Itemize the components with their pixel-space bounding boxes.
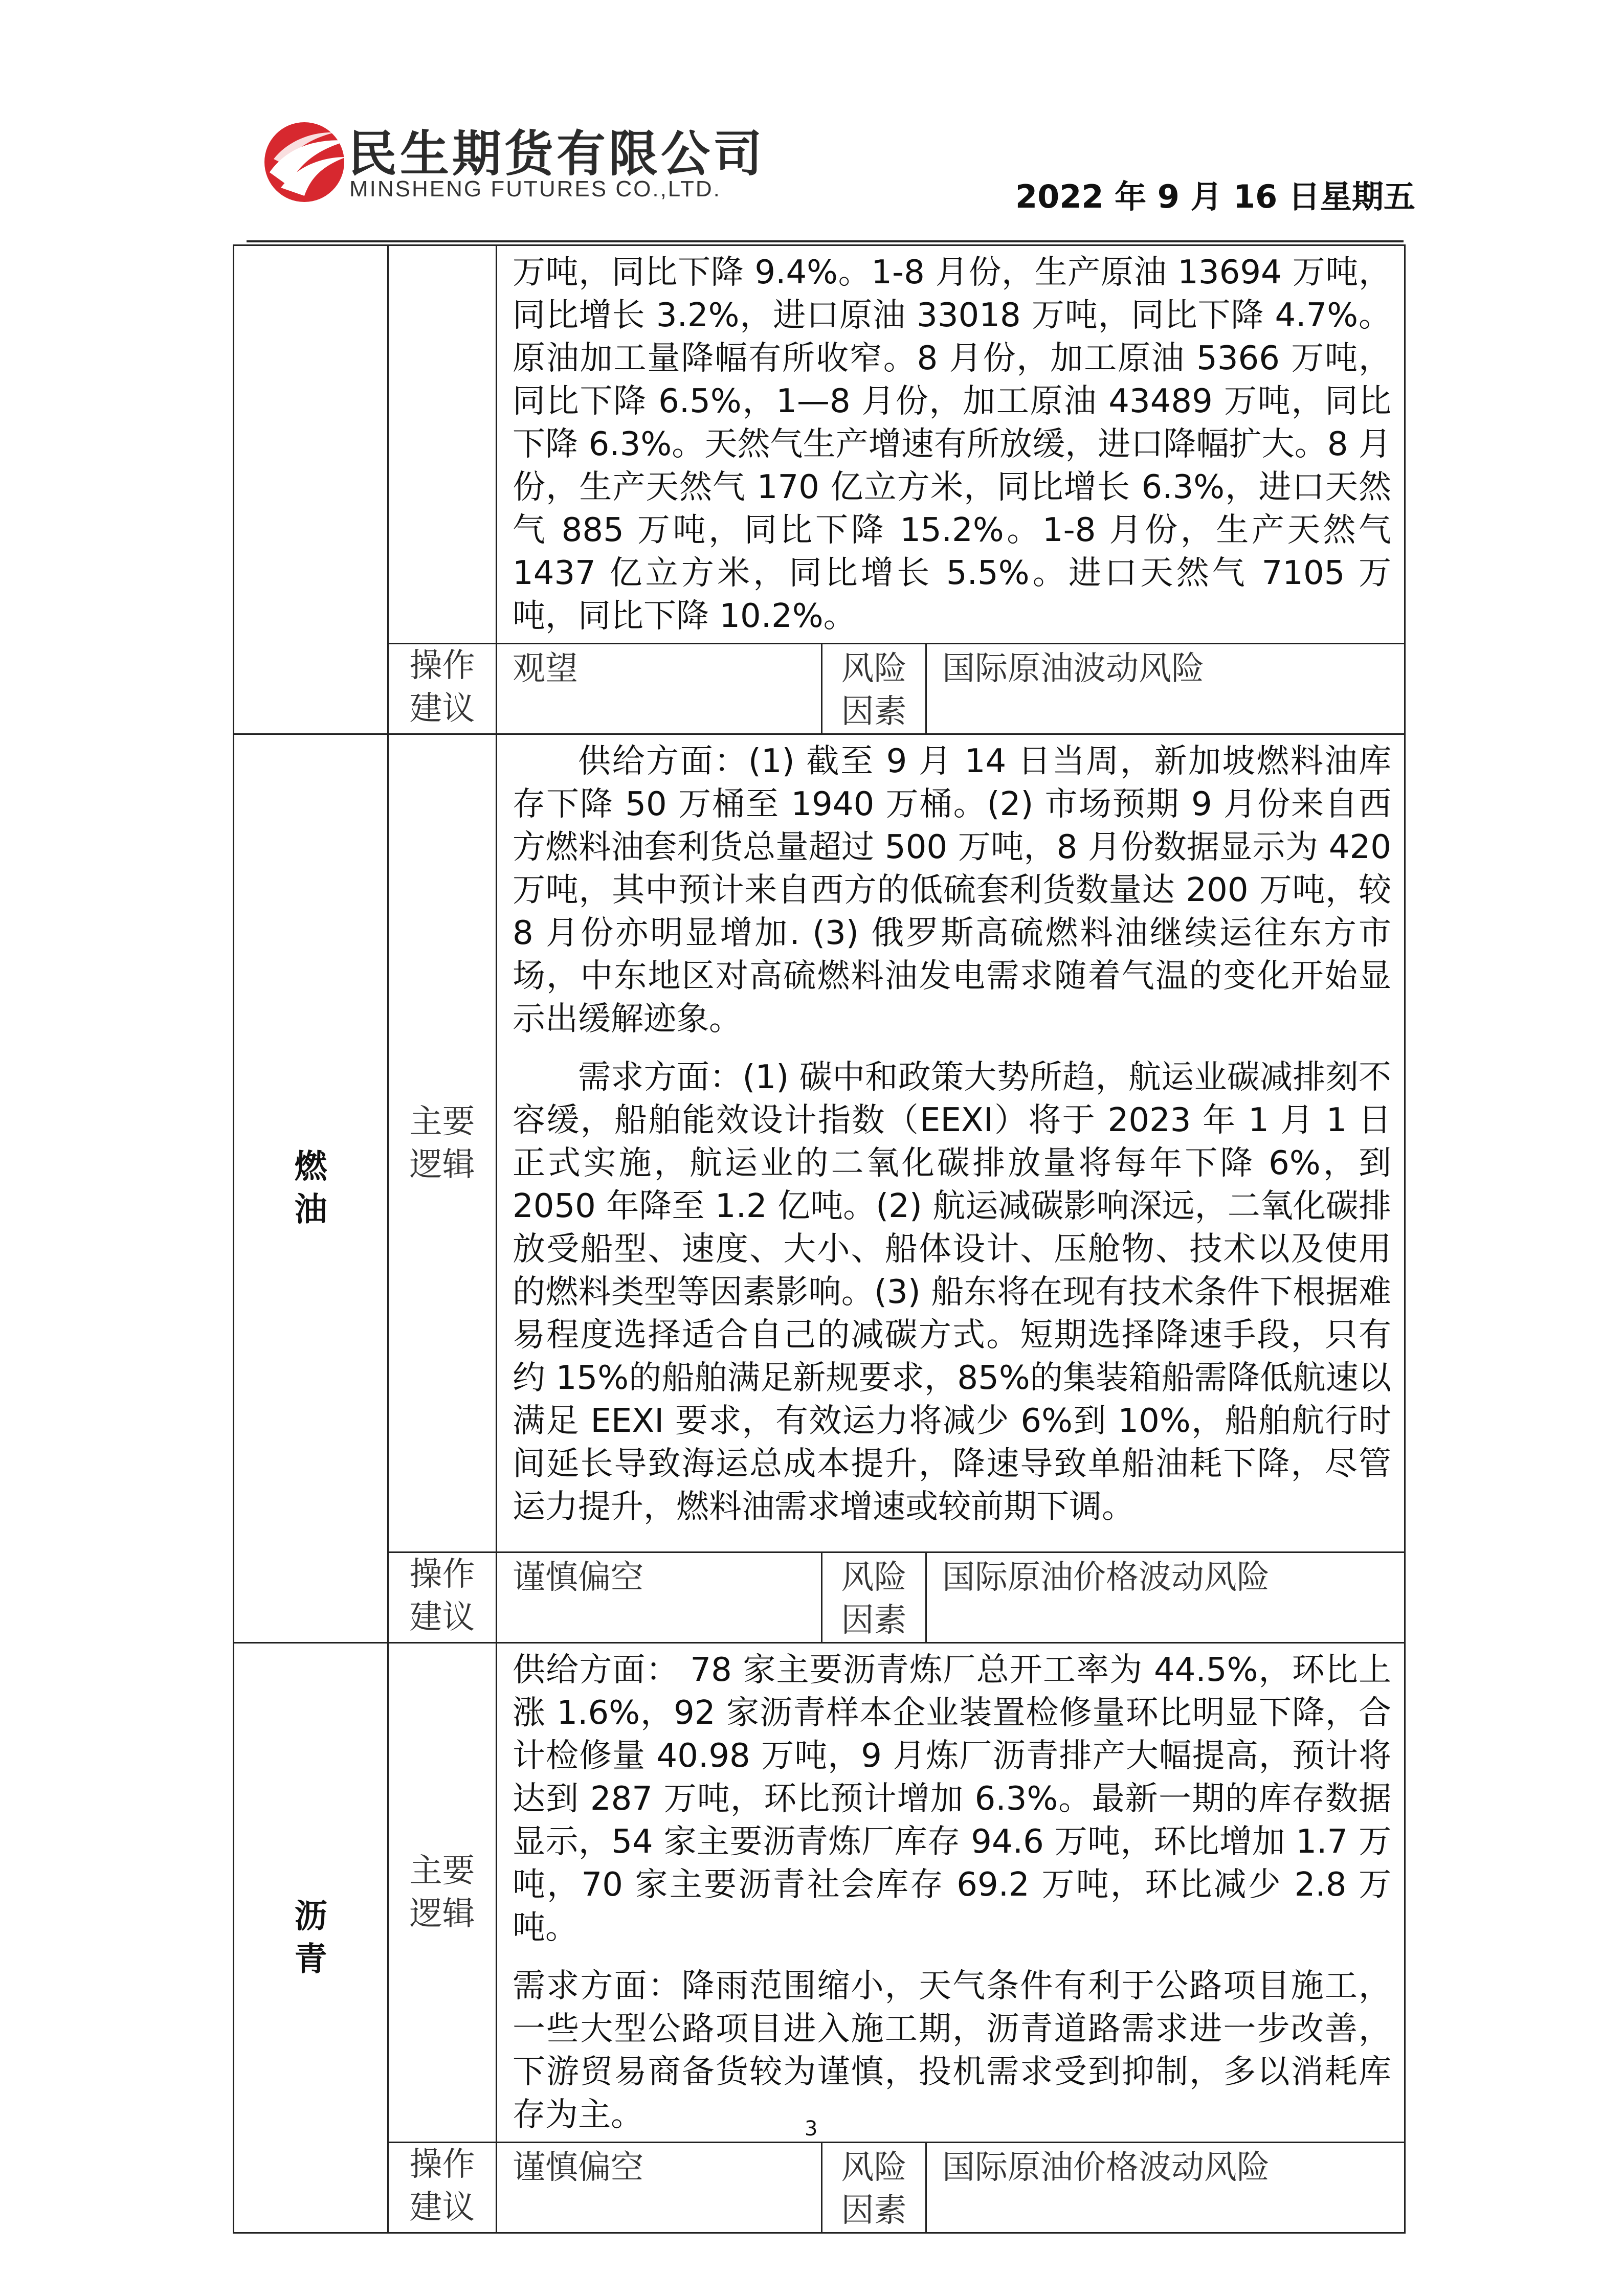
commodity-table (233, 244, 1406, 2234)
asphalt-op-value: 谨慎偏空 (497, 2143, 822, 2233)
fuel-logic-cell (497, 734, 1405, 1552)
asphalt-logic-row (234, 1643, 1405, 2143)
company-name-cn: 民生期货有限公司 (348, 125, 765, 183)
asphalt-logic-cell (497, 1643, 1405, 2143)
op-label: 操作 建议 (388, 2143, 497, 2233)
fuel-product-cell: 燃 油 (234, 734, 388, 1643)
company-logo (258, 115, 765, 212)
asphalt-op-row (234, 2143, 1405, 2233)
fuel-op-value: 谨慎偏空 (497, 1552, 822, 1643)
risk-label: 风险 因素 (822, 2143, 926, 2233)
fuel-logic-row (234, 734, 1405, 1552)
crude-op-row (234, 644, 1405, 734)
asphalt-supply-text: 供给方面： 78 家主要沥青炼厂总开工率为 44.5%，环比上涨 1.6%，92 家沥青样本企业装置检修量环比明显下降，合计检修量 40.98 万吨，9 月炼厂沥青排产大幅提高，预计将达到 287 万吨，环比预计增加 6.3%。最新一期的库存数据显示，54 家主要沥青炼厂库存 94.6 万吨，环比增加 1.7 万吨，70 家主要沥青社会库存 69.2 万吨，环比减少 2.8 万吨。 (513, 1651, 1391, 1947)
report-date: 2022 年 9 月 16 日星期五 (1015, 178, 1415, 215)
crude-logic-text: 万吨，同比下降 9.4%。1-8 月份，生产原油 13694 万吨，同比增长 3.2%，进口原油 33018 万吨，同比下降 4.7%。原油加工量降幅有所收窄。8 月份，加工原油 5366 万吨，同比下降 6.5%，1—8 月份，加工原油 43489 万吨，同比下降 6.3%。天然气生产增速有所放缓，进口降幅扩大。8 月份，生产天然气 170 亿立方米，同比增长 6.3%，进口天然气 885 万吨，同比下降 15.2%。1-8 月份，生产天然气 1437 亿立方米，同比增长 5.5%。进口天然气 7105 万吨，同比下降 10.2%。 (513, 254, 1391, 635)
crude-logic-label-cell (388, 245, 497, 644)
page-number: 3 (805, 2117, 818, 2141)
fuel-risk-value: 国际原油价格波动风险 (926, 1552, 1405, 1643)
asphalt-risk-value: 国际原油价格波动风险 (926, 2143, 1405, 2233)
op-label: 操作 建议 (388, 644, 497, 734)
crude-product-cell (234, 245, 388, 734)
risk-label: 风险 因素 (822, 644, 926, 734)
op-label: 操作 建议 (388, 1552, 497, 1643)
crude-logic-row (234, 245, 1405, 644)
asphalt-product-cell: 沥 青 (234, 1643, 388, 2233)
logic-label: 主要 逻辑 (388, 734, 497, 1552)
header-divider (247, 240, 1404, 242)
asphalt-demand-text: 需求方面：降雨范围缩小，天气条件有利于公路项目施工，一些大型公路项目进入施工期，沥青道路需求进一步改善，下游贸易商备货较为谨慎，投机需求受到抑制，多以消耗库存为主。 (513, 1967, 1391, 2134)
company-name-en: MINSHENG FUTURES CO.,LTD. (349, 176, 721, 201)
logic-label: 主要 逻辑 (388, 1643, 497, 2143)
crude-op-value: 观望 (497, 644, 822, 734)
crude-risk-value: 国际原油波动风险 (926, 644, 1405, 734)
crude-logic-cell (497, 245, 1405, 644)
fuel-demand-text: 需求方面：(1) 碳中和政策大势所趋，航运业碳减排刻不容缓，船舶能效设计指数（EEXI）将于 2023 年 1 月 1 日正式实施，航运业的二氧化碳排放量将每年下降 6%，到 2050 年降至 1.2 亿吨。(2) 航运减碳影响深远，二氧化碳排放受船型、速度、大小、船体设计、压舱物、技术以及使用的燃料类型等因素影响。(3) 船东将在现有技术条件下根据难易程度选择适合自己的减碳方式。短期选择降速手段，只有约 15%的船舶满足新规要求，85%的集装箱船需降低航速以满足 EEXI 要求，有效运力将减少 6%到 10%，船舶航行时间延长导致海运总成本提升，降速导致单船油耗下降，尽管运力提升，燃料油需求增速或较前期下调。 (513, 1059, 1391, 1526)
fuel-op-row (234, 1552, 1405, 1643)
minsheng-logo-icon (258, 115, 350, 207)
risk-label: 风险 因素 (822, 1552, 926, 1643)
fuel-supply-text: 供给方面：(1) 截至 9 月 14 日当周，新加坡燃料油库存下降 50 万桶至 1940 万桶。(2) 市场预期 9 月份来自西方燃料油套利货总量超过 500 万吨，8 月份数据显示为 420 万吨，其中预计来自西方的低硫套利货数量达 200 万吨，较 8 月份亦明显增加. (3) 俄罗斯高硫燃料油继续运往东方市场，中东地区对高硫燃料油发电需求随着气温的变化开始显示出缓解迹象。 (513, 742, 1391, 1038)
